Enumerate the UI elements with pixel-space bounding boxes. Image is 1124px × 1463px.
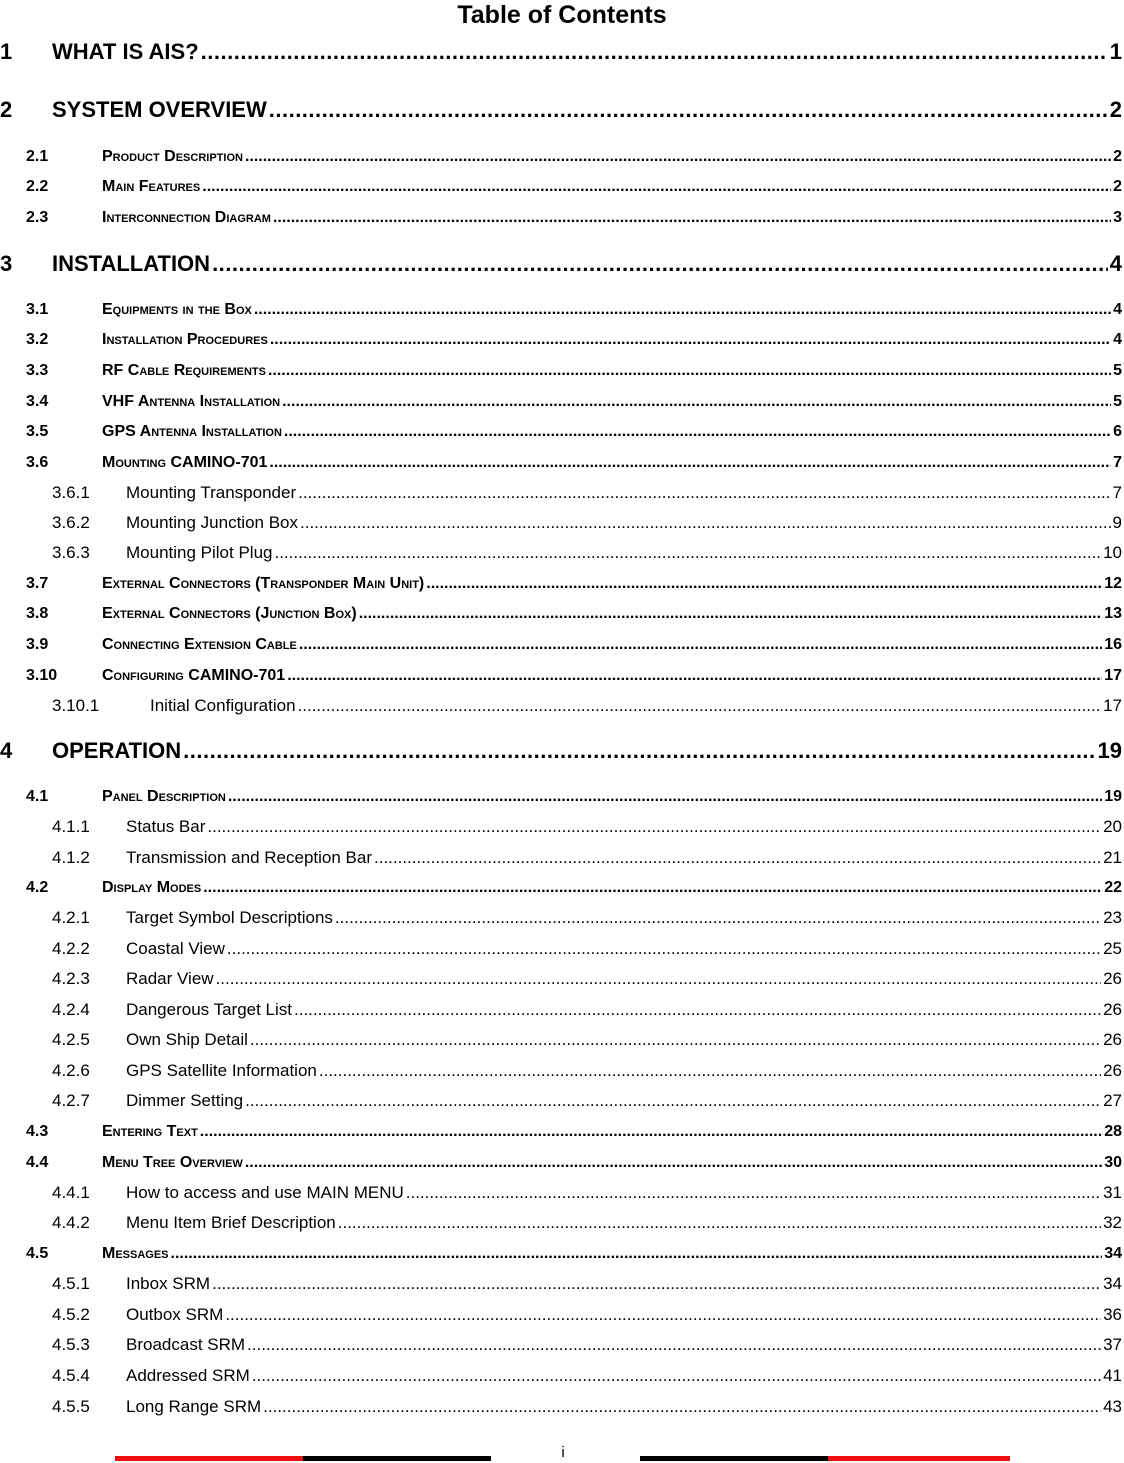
- toc-entry-title: GPS Antenna Installation: [102, 423, 282, 440]
- toc-entry-number: 2.2: [26, 178, 49, 195]
- toc-dot-leader: [287, 667, 1102, 685]
- toc-entry-title: Equipments in the Box: [102, 301, 252, 318]
- toc-entry-number: 4.2.7: [52, 1091, 90, 1110]
- toc-entry-title: How to access and use MAIN MENU: [126, 1183, 404, 1202]
- toc-entry-number: 3.3: [26, 362, 49, 379]
- toc-entry[interactable]: [0, 1121, 1124, 1143]
- toc-dot-leader: [268, 362, 1111, 380]
- toc-entry[interactable]: [0, 360, 1124, 382]
- toc-dot-leader: [212, 251, 1108, 277]
- toc-entry[interactable]: [0, 1090, 1124, 1112]
- toc-entry-title: VHF Antenna Installation: [102, 393, 281, 410]
- toc-entry-page: 30: [1104, 1154, 1122, 1171]
- toc-entry[interactable]: [0, 421, 1124, 443]
- toc-entry-title: WHAT IS AIS?: [52, 39, 199, 64]
- toc-entry-page: 34: [1104, 1245, 1122, 1262]
- toc-dot-leader: [374, 848, 1101, 868]
- toc-entry-title: Mounting Pilot Plug: [126, 543, 273, 562]
- toc-entry-page: 2: [1113, 178, 1122, 195]
- toc-dot-leader: [300, 513, 1111, 533]
- toc-entry-title: OPERATION: [52, 738, 182, 763]
- toc-entry-number: 4.2.4: [52, 1000, 90, 1019]
- toc-entry[interactable]: [0, 512, 1124, 534]
- toc-entry[interactable]: [0, 1152, 1124, 1174]
- toc-entry-page: 4: [1113, 331, 1122, 348]
- toc-entry-page: 7: [1112, 483, 1122, 502]
- toc-entry-title: Connecting Extension Cable: [102, 636, 297, 653]
- toc-entry[interactable]: [0, 452, 1124, 474]
- toc-entry[interactable]: [0, 329, 1124, 351]
- toc-entry-number: 3.10: [26, 667, 58, 684]
- toc-entry-number: 4.3: [26, 1123, 49, 1140]
- toc-entry[interactable]: [0, 482, 1124, 504]
- toc-dot-leader: [284, 423, 1111, 441]
- page-title: Table of Contents: [457, 1, 667, 29]
- toc-entry-page: 19: [1104, 788, 1122, 805]
- toc-entry-title: Radar View: [126, 969, 214, 988]
- toc-dot-leader: [270, 331, 1111, 349]
- toc-dot-leader: [294, 1000, 1101, 1020]
- toc-entry-page: 4: [1109, 251, 1122, 276]
- toc-entry-number: 3.7: [26, 575, 49, 592]
- toc-entry-title: Initial Configuration: [150, 696, 296, 715]
- toc-entry-number: 4.2.5: [52, 1030, 90, 1049]
- toc-entry[interactable]: [0, 95, 1124, 125]
- toc-entry-page: 26: [1103, 1000, 1122, 1019]
- toc-entry-number: 4.5.1: [52, 1274, 90, 1293]
- toc-dot-leader: [183, 738, 1095, 764]
- toc-entry-title: GPS Satellite Information: [126, 1061, 317, 1080]
- toc-entry-number: 3: [0, 251, 13, 276]
- toc-entry-number: 4.1: [26, 788, 49, 805]
- toc-dot-leader: [269, 454, 1111, 472]
- toc-entry[interactable]: [0, 299, 1124, 321]
- toc-entry-title: External Connectors (Transponder Main Unit): [102, 575, 425, 592]
- toc-entry-title: Entering Text: [102, 1123, 198, 1140]
- toc-entry-number: 4.5.3: [52, 1335, 90, 1354]
- toc-entry[interactable]: [0, 1273, 1124, 1295]
- toc-entry[interactable]: [0, 847, 1124, 869]
- toc-entry[interactable]: [0, 603, 1124, 625]
- toc-dot-leader: [263, 1397, 1101, 1417]
- toc-entry-number: 3.5: [26, 423, 49, 440]
- toc-entry[interactable]: [0, 542, 1124, 564]
- toc-entry-page: 27: [1103, 1091, 1122, 1110]
- toc-entry-number: 4.1.1: [52, 817, 90, 836]
- footer-page-number: i: [561, 1444, 565, 1461]
- toc-entry-number: 3.8: [26, 605, 49, 622]
- toc-entry-number: 3.10.1: [52, 696, 100, 715]
- toc-entry-number: 3.4: [26, 393, 49, 410]
- footer-bar-right-black: [640, 1456, 828, 1461]
- toc-dot-leader: [298, 483, 1110, 503]
- toc-entry[interactable]: [0, 665, 1124, 687]
- toc-entry-page: 31: [1103, 1183, 1122, 1202]
- toc-entry-page: 19: [1097, 738, 1122, 763]
- toc-entry[interactable]: [0, 968, 1124, 990]
- toc-dot-leader: [273, 209, 1111, 227]
- toc-entry-page: 37: [1103, 1335, 1122, 1354]
- toc-entry-number: 1: [0, 39, 13, 64]
- toc-entry[interactable]: [0, 207, 1124, 229]
- toc-dot-leader: [245, 148, 1111, 166]
- toc-entry[interactable]: [0, 176, 1124, 198]
- toc-entry-title: Own Ship Detail: [126, 1030, 248, 1049]
- toc-entry-number: 4.5.4: [52, 1366, 90, 1385]
- toc-entry[interactable]: [0, 391, 1124, 413]
- toc-entry-title: Dimmer Setting: [126, 1091, 244, 1110]
- toc-entry-page: 9: [1112, 513, 1122, 532]
- toc-entry-number: 4.2.2: [52, 939, 90, 958]
- toc-entry-number: 4.2.3: [52, 969, 90, 988]
- toc-entry-title: Display Modes: [102, 879, 202, 896]
- toc-entry-title: Broadcast SRM: [126, 1335, 246, 1354]
- toc-entry[interactable]: [0, 573, 1124, 595]
- toc-dot-leader: [200, 1123, 1102, 1141]
- toc-entry-title: Menu Item Brief Description: [126, 1213, 336, 1232]
- toc-entry[interactable]: [0, 816, 1124, 838]
- toc-dot-leader: [282, 393, 1111, 411]
- toc-entry[interactable]: [0, 786, 1124, 808]
- toc-entry-page: 26: [1103, 1030, 1122, 1049]
- toc-entry-title: Coastal View: [126, 939, 225, 958]
- toc-dot-leader: [269, 97, 1108, 123]
- toc-entry-page: 10: [1103, 543, 1122, 562]
- toc-dot-leader: [319, 1061, 1101, 1081]
- toc-entry-number: 4.2.6: [52, 1061, 90, 1080]
- toc-entry-number: 3.6.2: [52, 513, 90, 532]
- toc-entry[interactable]: [0, 1060, 1124, 1082]
- toc-entry-number: 4.4.2: [52, 1213, 90, 1232]
- toc-entry[interactable]: [0, 1182, 1124, 1204]
- footer-bar-left-red: [115, 1456, 303, 1461]
- toc-entry-page: 1: [1109, 39, 1122, 64]
- toc-entry-number: 4.1.2: [52, 848, 90, 867]
- toc-entry-title: Installation Procedures: [102, 331, 268, 348]
- toc-entry-page: 17: [1104, 667, 1122, 684]
- toc-entry-page: 2: [1113, 148, 1122, 165]
- toc-entry-title: Outbox SRM: [126, 1305, 224, 1324]
- toc-dot-leader: [171, 1245, 1103, 1263]
- toc-entry-page: 12: [1104, 575, 1122, 592]
- toc-entry[interactable]: [0, 877, 1124, 899]
- toc-dot-leader: [298, 696, 1102, 716]
- toc-entry-title: Long Range SRM: [126, 1397, 262, 1416]
- toc-entry-page: 16: [1104, 636, 1122, 653]
- toc-entry-page: 7: [1113, 454, 1122, 471]
- toc-dot-leader: [254, 301, 1111, 319]
- toc-dot-leader: [252, 1366, 1101, 1386]
- toc-entry-title: Menu Tree Overview: [102, 1154, 243, 1171]
- toc-entry[interactable]: [0, 1212, 1124, 1234]
- toc-entry-number: 2.1: [26, 148, 49, 165]
- toc-entry-page: 6: [1113, 423, 1122, 440]
- footer-bar-right-red: [828, 1456, 1010, 1461]
- toc-entry-title: Messages: [102, 1245, 169, 1262]
- toc-dot-leader: [202, 178, 1111, 196]
- toc-entry-title: Interconnection Diagram: [102, 209, 271, 226]
- toc-entry-number: 3.9: [26, 636, 49, 653]
- toc-entry-title: Main Features: [102, 178, 201, 195]
- toc-dot-leader: [359, 605, 1103, 623]
- toc-entry-page: 2: [1109, 97, 1122, 122]
- toc-entry[interactable]: [0, 1029, 1124, 1051]
- toc-entry[interactable]: [0, 1304, 1124, 1326]
- toc-dot-leader: [227, 939, 1101, 959]
- toc-entry-page: 4: [1113, 301, 1122, 318]
- toc-entry-title: RF Cable Requirements: [102, 362, 266, 379]
- toc-entry-title: INSTALLATION: [52, 251, 211, 276]
- toc-dot-leader: [245, 1154, 1102, 1172]
- toc-entry-title: Panel Description: [102, 788, 226, 805]
- toc-dot-leader: [426, 575, 1102, 593]
- toc-entry-title: SYSTEM OVERVIEW: [52, 97, 267, 122]
- toc-entry-number: 3.1: [26, 301, 49, 318]
- toc-entry-title: Transmission and Reception Bar: [126, 848, 372, 867]
- toc-entry-page: 43: [1103, 1397, 1122, 1416]
- toc-entry-page: 26: [1103, 969, 1122, 988]
- toc-entry-page: 5: [1113, 393, 1122, 410]
- toc-entry-page: 20: [1103, 817, 1122, 836]
- toc-entry-number: 3.6.1: [52, 483, 90, 502]
- toc-entry-title: Product Description: [102, 148, 243, 165]
- toc-entry-page: 32: [1103, 1213, 1122, 1232]
- toc-entry[interactable]: [0, 1365, 1124, 1387]
- toc-entry-title: Mounting Junction Box: [126, 513, 298, 532]
- toc-entry-number: 4.5: [26, 1245, 49, 1262]
- toc-entry[interactable]: [0, 1243, 1124, 1265]
- toc-entry[interactable]: [0, 146, 1124, 168]
- toc-entry-title: Mounting Transponder: [126, 483, 297, 502]
- toc-entry-number: 4.4: [26, 1154, 49, 1171]
- toc-entry[interactable]: [0, 907, 1124, 929]
- toc-entry[interactable]: [0, 249, 1124, 279]
- toc-dot-leader: [274, 543, 1101, 563]
- toc-entry[interactable]: [0, 37, 1124, 67]
- toc-dot-leader: [250, 1030, 1101, 1050]
- toc-dot-leader: [203, 879, 1102, 897]
- toc-entry-page: 21: [1103, 848, 1122, 867]
- toc-dot-leader: [212, 1274, 1101, 1294]
- toc-entry-page: 34: [1103, 1274, 1122, 1293]
- toc-entry-number: 2: [0, 97, 13, 122]
- toc-entry-number: 3.6.3: [52, 543, 90, 562]
- toc-entry-title: Mounting CAMINO-701: [102, 454, 268, 471]
- toc-dot-leader: [299, 636, 1102, 654]
- toc-entry-page: 41: [1103, 1366, 1122, 1385]
- toc-dot-leader: [201, 39, 1108, 65]
- toc-entry-number: 4.2.1: [52, 908, 90, 927]
- toc-entry-number: 3.6: [26, 454, 49, 471]
- toc-entry[interactable]: [0, 1396, 1124, 1418]
- toc-dot-leader: [335, 908, 1101, 928]
- footer-bar-left-black: [303, 1456, 491, 1461]
- toc-entry-number: 4: [0, 738, 13, 763]
- toc-entry-page: 5: [1113, 362, 1122, 379]
- toc-entry[interactable]: [0, 938, 1124, 960]
- toc-entry-page: 13: [1104, 605, 1122, 622]
- toc-entry[interactable]: [0, 634, 1124, 656]
- toc-dot-leader: [216, 969, 1102, 989]
- toc-entry-number: 4.4.1: [52, 1183, 90, 1202]
- toc-entry[interactable]: [0, 695, 1124, 717]
- toc-entry-page: 3: [1113, 209, 1122, 226]
- toc-entry-number: 2.3: [26, 209, 49, 226]
- toc-entry-number: 4.2: [26, 879, 49, 896]
- toc-entry-title: Status Bar: [126, 817, 206, 836]
- toc-entry-number: 4.5.5: [52, 1397, 90, 1416]
- toc-entry-title: Dangerous Target List: [126, 1000, 293, 1019]
- toc-entry[interactable]: [0, 1334, 1124, 1356]
- toc-entry-page: 17: [1103, 696, 1122, 715]
- toc-entry-number: 3.2: [26, 331, 49, 348]
- toc-entry[interactable]: [0, 736, 1124, 766]
- toc-entry-page: 26: [1103, 1061, 1122, 1080]
- toc-dot-leader: [207, 817, 1101, 837]
- toc-dot-leader: [228, 788, 1102, 806]
- toc-entry-page: 36: [1103, 1305, 1122, 1324]
- toc-dot-leader: [338, 1213, 1101, 1233]
- toc-entry-title: Addressed SRM: [126, 1366, 250, 1385]
- toc-entry-page: 28: [1104, 1123, 1122, 1140]
- toc-dot-leader: [406, 1183, 1101, 1203]
- toc-entry-page: 23: [1103, 908, 1122, 927]
- toc-entry-title: External Connectors (Junction Box): [102, 605, 357, 622]
- toc-entry-title: Target Symbol Descriptions: [126, 908, 333, 927]
- toc-entry-title: Configuring CAMINO-701: [102, 667, 286, 684]
- toc-dot-leader: [245, 1091, 1101, 1111]
- toc-entry-page: 25: [1103, 939, 1122, 958]
- toc-entry-title: Inbox SRM: [126, 1274, 211, 1293]
- toc-entry-number: 4.5.2: [52, 1305, 90, 1324]
- toc-entry[interactable]: [0, 999, 1124, 1021]
- toc-dot-leader: [225, 1305, 1101, 1325]
- toc-dot-leader: [247, 1335, 1101, 1355]
- toc-entry-page: 22: [1104, 879, 1122, 896]
- page-footer: [0, 1446, 1124, 1463]
